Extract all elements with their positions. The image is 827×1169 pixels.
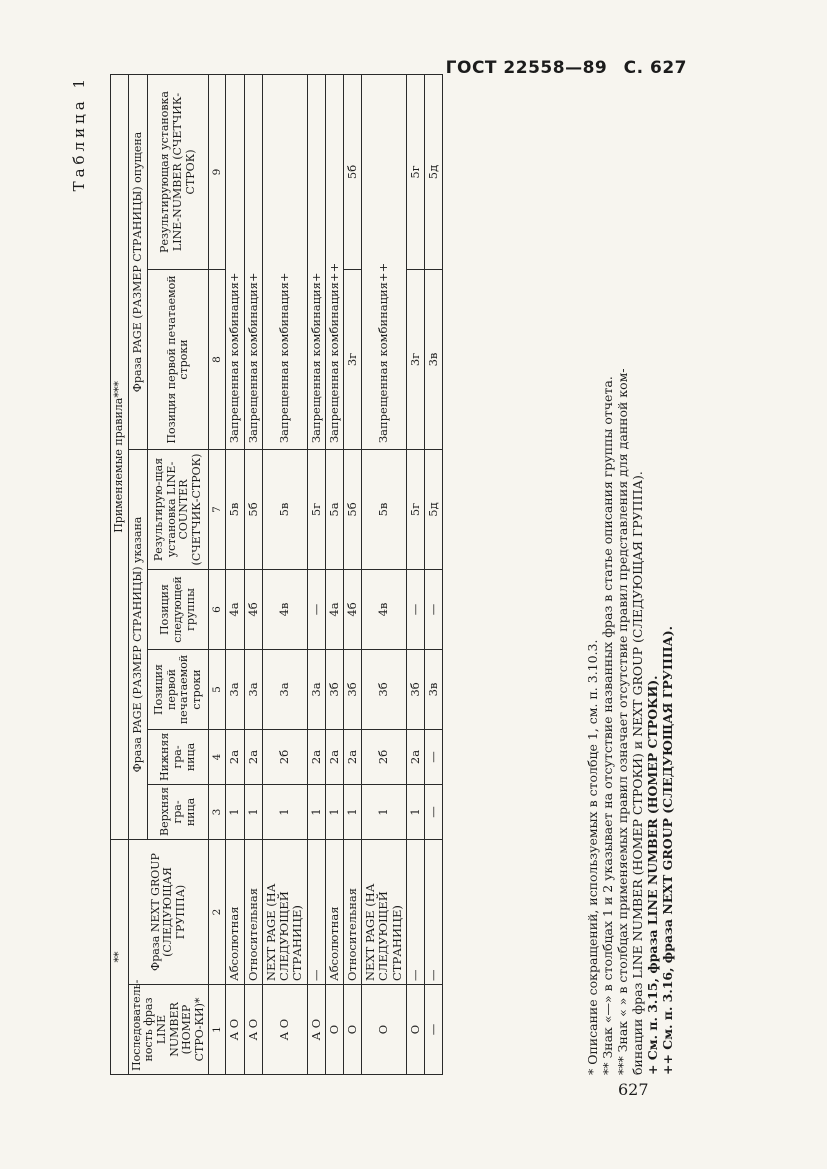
- table-cell: 4б: [344, 570, 362, 650]
- table-cell: 3а: [262, 650, 307, 730]
- rules-table: [110, 74, 443, 1075]
- footnote: ++ См. п. 3.16, фраза NEXT GROUP (СЛЕДУЮЩАЯ ГРУППА).: [660, 626, 675, 1075]
- table-cell: —: [425, 840, 443, 985]
- table-cell: 1: [325, 785, 343, 840]
- table-row: [262, 74, 307, 1074]
- table-row: [344, 74, 362, 1074]
- table-cell: A O: [226, 985, 244, 1075]
- forbidden-combination-cell: Запрещенная комбинация++: [325, 74, 343, 449]
- table-cell: 1: [307, 785, 325, 840]
- col2-header: Фраза NEXT GROUP (СЛЕДУЮЩАЯ ГРУППА): [128, 840, 209, 985]
- table-cell: A O: [262, 985, 307, 1075]
- table-cell: 3г: [344, 270, 362, 450]
- table-cell: —: [425, 985, 443, 1075]
- table-cell: 3б: [325, 650, 343, 730]
- table-cell: 2а: [307, 730, 325, 785]
- footnote: + См. п. 3.15, фраза LINE NUMBER (НОМЕР СТРОКИ).: [645, 675, 660, 1075]
- table-cell: 5б: [244, 450, 262, 570]
- table-cell: 5в: [362, 450, 407, 570]
- table-cell: —: [406, 840, 424, 985]
- page-number: 627: [618, 1080, 649, 1099]
- table-cell: 2а: [325, 730, 343, 785]
- table-cell: 3б: [362, 650, 407, 730]
- col8-header: Позиция первой печатаемой строки: [148, 270, 209, 450]
- col3-header: Верхняя гра-ница: [148, 785, 209, 840]
- table-cell: 3в: [425, 650, 443, 730]
- table-row: [244, 74, 262, 1074]
- table-cell: Относительная: [344, 840, 362, 985]
- table-cell: A O: [307, 985, 325, 1075]
- table-cell: 3б: [406, 650, 424, 730]
- col-number: 7: [209, 450, 226, 570]
- table-cell: 5в: [262, 450, 307, 570]
- forbidden-combination-cell: Запрещенная комбинация++: [362, 74, 407, 449]
- rotated-table-block: [70, 75, 675, 1075]
- page-label: С. 627: [623, 58, 687, 78]
- footnote: *** Знак « » в столбцах применяемых правил означает отсутствие правил представления для данной ком-: [615, 368, 630, 1075]
- footnote: бинации фраз LINE NUMBER (НОМЕР СТРОКИ) и NEXT GROUP (СЛЕДУЮЩАЯ ГРУППА).: [630, 471, 645, 1075]
- table-caption: Таблица 1: [70, 75, 88, 192]
- table-cell: A O: [244, 985, 262, 1075]
- table-row: [362, 74, 407, 1074]
- table-cell: 5в: [226, 450, 244, 570]
- table-cell: 1: [226, 785, 244, 840]
- col6-header: Позиция следующей группы: [148, 570, 209, 650]
- table-row: [307, 74, 325, 1074]
- col-number: 1: [209, 985, 226, 1075]
- table-cell: 3в: [425, 270, 443, 450]
- standard-number: ГОСТ 22558—89: [445, 58, 608, 78]
- col-number: 2: [209, 840, 226, 985]
- col4-header: Нижняя гра-ница: [148, 730, 209, 785]
- group-page-omitted: Фраза PAGE (РАЗМЕР СТРАНИЦЫ) опущена: [128, 74, 147, 449]
- forbidden-combination-cell: Запрещенная комбинация+: [262, 74, 307, 449]
- col7-header: Результирую-щая установка LINE-COUNTER (СЧЕТЧИК-СТРОК): [148, 450, 209, 570]
- col-number: 3: [209, 785, 226, 840]
- table-cell: O: [344, 985, 362, 1075]
- col-number: 9: [209, 74, 226, 269]
- table-cell: 5б: [344, 74, 362, 269]
- table-cell: 1: [344, 785, 362, 840]
- table-cell: 2а: [244, 730, 262, 785]
- table-row: [425, 74, 443, 1074]
- table-cell: 3а: [307, 650, 325, 730]
- footnote: ** Знак «—» в столбцах 1 и 2 указывает на отсутствие названных фраз в статье описания группы отчета.: [600, 376, 615, 1075]
- forbidden-combination-cell: Запрещенная комбинация+: [226, 74, 244, 449]
- table-cell: 4в: [262, 570, 307, 650]
- col5-header: Позиция первой печатаемой строки: [148, 650, 209, 730]
- table-cell: 2б: [262, 730, 307, 785]
- table-cell: —: [307, 840, 325, 985]
- table-cell: 4б: [244, 570, 262, 650]
- table-cell: Абсолютная: [226, 840, 244, 985]
- table-cell: O: [406, 985, 424, 1075]
- table-cell: 5г: [307, 450, 325, 570]
- forbidden-combination-cell: Запрещенная комбинация+: [307, 74, 325, 449]
- group-page-given: Фраза PAGE (РАЗМЕР СТРАНИЦЫ) указана: [128, 450, 147, 840]
- column-number-row: [209, 74, 226, 1074]
- table-cell: 3а: [244, 650, 262, 730]
- table-cell: 5а: [325, 450, 343, 570]
- table-cell: 5г: [406, 450, 424, 570]
- col9-header: Результирующая установка LINE-NUMBER (СЧЕТЧИК-СТРОК): [148, 74, 209, 269]
- col-number: 8: [209, 270, 226, 450]
- table-cell: —: [307, 570, 325, 650]
- table-cell: 2а: [406, 730, 424, 785]
- table-cell: —: [425, 785, 443, 840]
- col-number: 5: [209, 650, 226, 730]
- table-cell: Абсолютная: [325, 840, 343, 985]
- col-number: 4: [209, 730, 226, 785]
- col1-header: Последователь-ность фраз LINE NUMBER (НОМЕР СТРО-КИ)*: [128, 985, 209, 1075]
- table-cell: 4в: [362, 570, 407, 650]
- table-cell: 1: [262, 785, 307, 840]
- table-cell: 3г: [406, 270, 424, 450]
- table-cell: O: [325, 985, 343, 1075]
- table-row: [226, 74, 244, 1074]
- table-cell: O: [362, 985, 407, 1075]
- table-cell: 5г: [406, 74, 424, 269]
- table-cell: Относительная: [244, 840, 262, 985]
- table-cell: 2а: [226, 730, 244, 785]
- table-cell: 5д: [425, 450, 443, 570]
- table-cell: 1: [362, 785, 407, 840]
- table-row: [325, 74, 343, 1074]
- footnote: * Описание сокращений, используемых в столбце 1, см. п. 3.10.3.: [585, 639, 600, 1075]
- col-number: 6: [209, 570, 226, 650]
- footnotes: [585, 75, 675, 1075]
- table-cell: 5д: [425, 74, 443, 269]
- table-cell: —: [406, 570, 424, 650]
- table-cell: 2а: [344, 730, 362, 785]
- table-cell: 2б: [362, 730, 407, 785]
- table-cell: 4а: [325, 570, 343, 650]
- applied-rules-header: Применяемые правила***: [111, 74, 129, 839]
- table-cell: 3б: [344, 650, 362, 730]
- table-cell: —: [425, 570, 443, 650]
- table-cell: 5б: [344, 450, 362, 570]
- table-cell: 4а: [226, 570, 244, 650]
- table-cell: NEXT PAGE (НА СЛЕДУЮЩЕЙ СТРАНИЦЕ): [262, 840, 307, 985]
- table-cell: 1: [244, 785, 262, 840]
- table-cell: —: [425, 730, 443, 785]
- top-left-note: **: [111, 840, 129, 1075]
- table-cell: 3а: [226, 650, 244, 730]
- table-row: [406, 74, 424, 1074]
- table-cell: NEXT PAGE (НА СЛЕДУЮЩЕЙ СТРАНИЦЕ): [362, 840, 407, 985]
- forbidden-combination-cell: Запрещенная комбинация+: [244, 74, 262, 449]
- table-cell: 1: [406, 785, 424, 840]
